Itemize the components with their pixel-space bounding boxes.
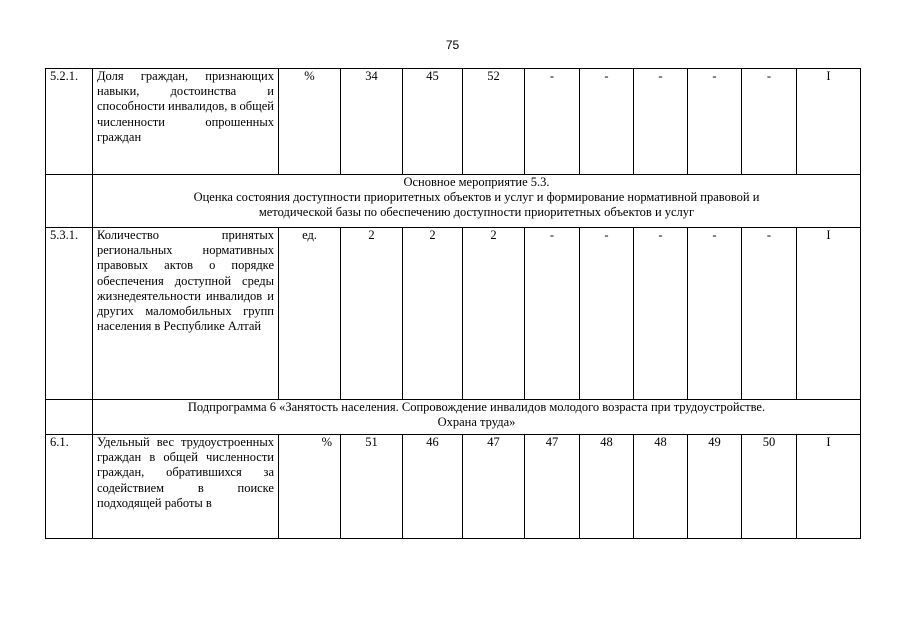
value-cell: - bbox=[742, 228, 797, 400]
unit-cell: % bbox=[279, 435, 341, 539]
section-line: Подпрограмма 6 «Занятость населения. Сопровождение инвалидов молодого возраста при трудоустройстве. bbox=[187, 400, 766, 414]
value-cell: - bbox=[742, 69, 797, 175]
indicator-name: Доля граждан, признающих навыки, достоинства и способности инвалидов, в общей численности опрошенных граждан bbox=[93, 69, 279, 175]
section-line: Охрана труда» bbox=[437, 415, 516, 430]
table-row-6-1 bbox=[46, 435, 861, 539]
value-cell: 47 bbox=[463, 435, 525, 539]
category-cell: I bbox=[797, 435, 861, 539]
row-number: 6.1. bbox=[46, 435, 93, 539]
value-cell: 45 bbox=[403, 69, 463, 175]
value-cell: 50 bbox=[742, 435, 797, 539]
section-line: Основное мероприятие 5.3. bbox=[403, 175, 550, 189]
value-cell: 2 bbox=[341, 228, 403, 400]
page-number: 75 bbox=[445, 38, 460, 52]
value-cell: - bbox=[688, 228, 742, 400]
value-cell: 49 bbox=[688, 435, 742, 539]
value-cell: 2 bbox=[403, 228, 463, 400]
category-cell: I bbox=[797, 228, 861, 400]
table-row-5-3-1 bbox=[46, 228, 861, 400]
section-line: Оценка состояния доступности приоритетных объектов и услуг и формирование нормативной правовой и bbox=[193, 190, 760, 205]
row-number: 5.2.1. bbox=[46, 69, 93, 175]
indicator-name: Количество принятых региональных нормативных правовых актов о порядке обеспечения доступной среды жизнедеятельности инвалидов и других маломобильных групп населения в Республике Алтай bbox=[93, 228, 279, 400]
value-cell: 34 bbox=[341, 69, 403, 175]
value-cell: - bbox=[525, 228, 580, 400]
section-line: методической базы по обеспечению доступности приоритетных объектов и услуг bbox=[258, 205, 695, 220]
section-row-subprogram-6 bbox=[46, 400, 861, 435]
value-cell: - bbox=[634, 69, 688, 175]
value-cell: - bbox=[580, 69, 634, 175]
indicators-table bbox=[45, 68, 861, 539]
section-row-5-3 bbox=[46, 175, 861, 228]
category-cell: I bbox=[797, 69, 861, 175]
empty-number-cell bbox=[46, 175, 93, 228]
value-cell: 48 bbox=[580, 435, 634, 539]
value-cell: 46 bbox=[403, 435, 463, 539]
value-cell: 2 bbox=[463, 228, 525, 400]
section-heading bbox=[93, 175, 861, 228]
unit-cell: ед. bbox=[279, 228, 341, 400]
value-cell: - bbox=[525, 69, 580, 175]
value-cell: 52 bbox=[463, 69, 525, 175]
value-cell: - bbox=[580, 228, 634, 400]
value-cell: - bbox=[688, 69, 742, 175]
value-cell: 48 bbox=[634, 435, 688, 539]
empty-number-cell bbox=[46, 400, 93, 435]
unit-cell: % bbox=[279, 69, 341, 175]
value-cell: - bbox=[634, 228, 688, 400]
value-cell: 51 bbox=[341, 435, 403, 539]
row-number: 5.3.1. bbox=[46, 228, 93, 400]
table-row-5-2-1 bbox=[46, 69, 861, 175]
section-heading bbox=[93, 400, 861, 435]
value-cell: 47 bbox=[525, 435, 580, 539]
indicator-name: Удельный вес трудоустроенных граждан в общей численности граждан, обратившихся за содействием в поиске подходящей работы в bbox=[93, 435, 279, 539]
